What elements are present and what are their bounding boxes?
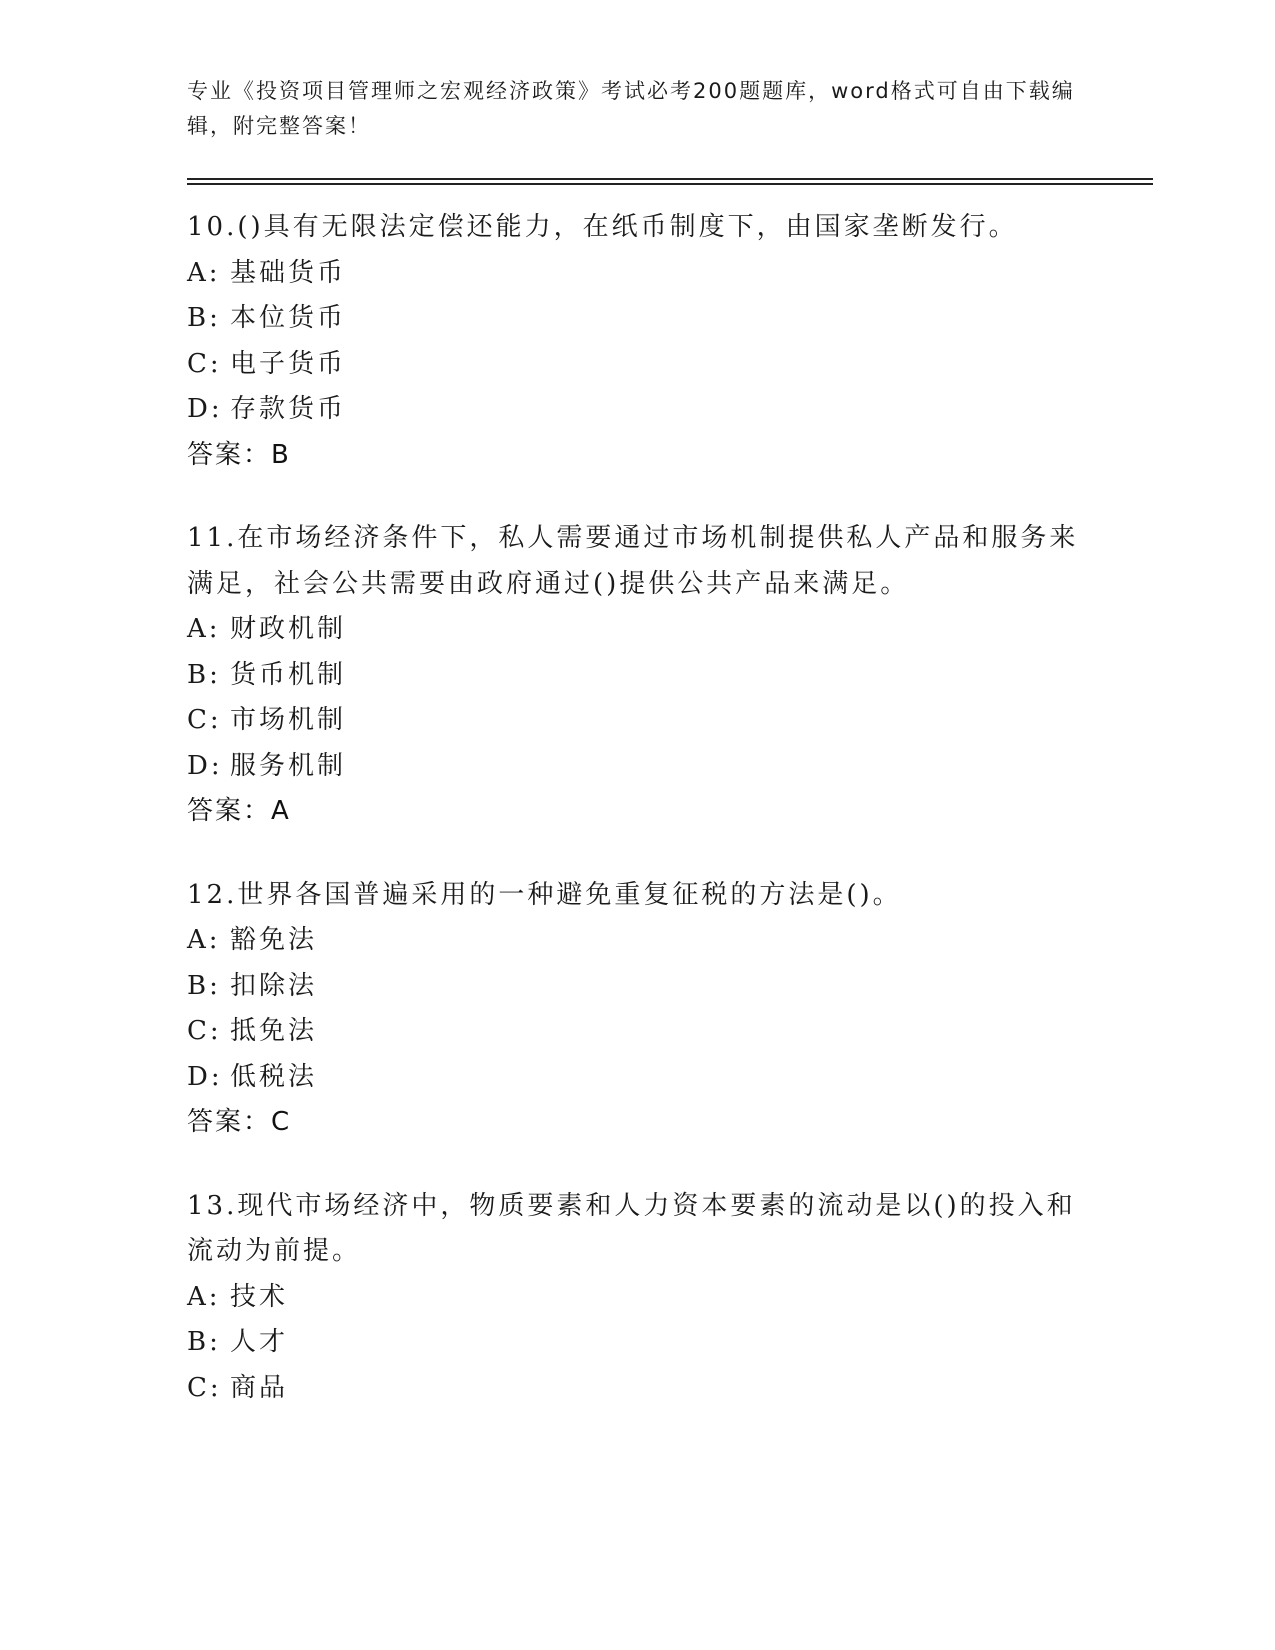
option-text: 财政机制 bbox=[230, 614, 347, 644]
question-stem: 12.世界各国普遍采用的一种避免重复征税的方法是()。 bbox=[187, 879, 902, 910]
option-b bbox=[187, 653, 1087, 699]
option-text: 抵免法 bbox=[230, 1016, 318, 1046]
option-letter: A: bbox=[187, 614, 221, 644]
answer-line: 答案：B bbox=[187, 439, 291, 470]
option-letter: C: bbox=[187, 1372, 222, 1403]
option-text: 服务机制 bbox=[230, 750, 347, 781]
option-text: 货币机制 bbox=[230, 659, 347, 690]
option-c bbox=[187, 1009, 1087, 1055]
option-b bbox=[187, 1320, 1087, 1366]
option-c bbox=[187, 1366, 1087, 1412]
option-b bbox=[187, 964, 1087, 1010]
option-d bbox=[187, 1055, 1087, 1101]
option-text: 本位货币 bbox=[230, 303, 347, 333]
option-text: 豁免法 bbox=[230, 925, 318, 955]
option-letter: C: bbox=[187, 1016, 222, 1046]
option-d bbox=[187, 744, 1087, 790]
option-a bbox=[187, 918, 1087, 964]
document-header: 专业《投资项目管理师之宏观经济政策》考试必考200题题库，word格式可自由下载编辑，附完整答案！ bbox=[187, 79, 1075, 138]
option-a bbox=[187, 607, 1087, 653]
question-item bbox=[187, 873, 1087, 1146]
option-letter: B: bbox=[187, 659, 221, 690]
answer-line: 答案：C bbox=[187, 1107, 292, 1137]
question-item bbox=[187, 205, 1087, 478]
option-d bbox=[187, 387, 1087, 433]
option-a bbox=[187, 251, 1087, 297]
question-stem: 13.现代市场经济中，物质要素和人力资本要素的流动是以()的投入和流动为前提。 bbox=[187, 1190, 1076, 1266]
option-text: 人才 bbox=[230, 1327, 289, 1357]
option-c bbox=[187, 342, 1087, 388]
option-letter: B: bbox=[187, 1327, 221, 1357]
option-c bbox=[187, 698, 1087, 744]
option-letter: C: bbox=[187, 348, 222, 379]
option-letter: A: bbox=[187, 1281, 221, 1312]
option-letter: D: bbox=[187, 394, 223, 424]
option-text: 存款货币 bbox=[230, 394, 347, 424]
question-item bbox=[187, 516, 1087, 835]
option-letter: B: bbox=[187, 303, 221, 333]
answer-line: 答案：A bbox=[187, 796, 291, 826]
question-item bbox=[187, 1184, 1087, 1412]
option-letter: A: bbox=[187, 925, 221, 955]
question-stem: 11.在市场经济条件下，私人需要通过市场机制提供私人产品和服务来满足，社会公共需要由政府通过()提供公共产品来满足。 bbox=[187, 523, 1079, 599]
option-letter: B: bbox=[187, 970, 221, 1001]
option-text: 扣除法 bbox=[230, 970, 318, 1001]
option-letter: D: bbox=[187, 750, 223, 781]
option-text: 商品 bbox=[230, 1372, 289, 1403]
question-list bbox=[187, 205, 1087, 1449]
option-letter: A: bbox=[187, 257, 221, 288]
option-text: 低税法 bbox=[230, 1061, 318, 1092]
option-text: 市场机制 bbox=[230, 705, 347, 735]
option-text: 技术 bbox=[230, 1281, 289, 1312]
question-stem: 10.()具有无限法定偿还能力，在纸币制度下，由国家垄断发行。 bbox=[187, 212, 1018, 242]
option-text: 电子货币 bbox=[230, 348, 347, 379]
option-letter: D: bbox=[187, 1061, 223, 1092]
option-text: 基础货币 bbox=[230, 257, 347, 288]
header-divider-second bbox=[187, 183, 1153, 185]
header-divider bbox=[187, 178, 1153, 180]
option-letter: C: bbox=[187, 705, 222, 735]
option-b bbox=[187, 296, 1087, 342]
option-a bbox=[187, 1275, 1087, 1321]
